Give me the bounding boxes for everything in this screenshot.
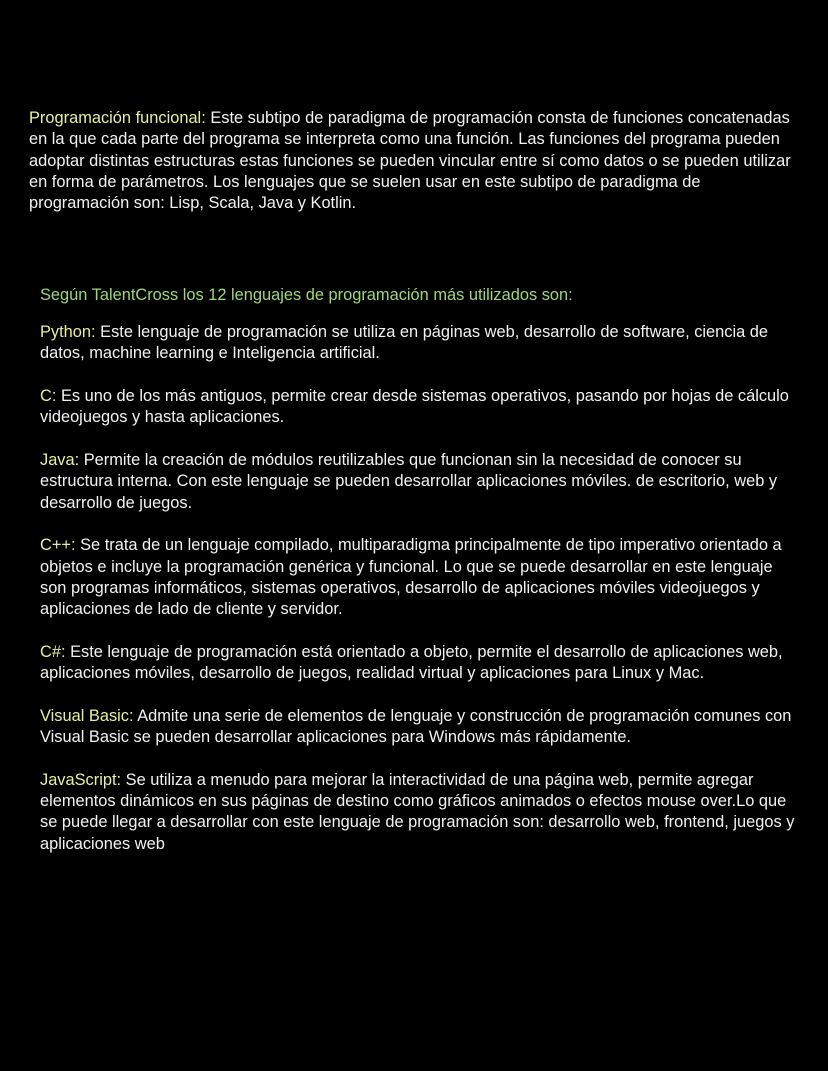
language-term: C:: [40, 386, 57, 405]
language-term: JavaScript:: [40, 770, 122, 789]
language-item-visual-basic: [40, 706, 800, 749]
intro-paragraph: [29, 108, 799, 214]
language-term: C#:: [40, 642, 66, 661]
language-term: Python:: [40, 323, 96, 341]
language-item-cpp: [40, 535, 800, 620]
language-description: Este lenguaje de programación se utiliza en páginas web, desarrollo de software, ciencia de datos, machine learning e Inteligencia artificial.: [40, 323, 769, 363]
language-item-javascript: [40, 770, 800, 855]
language-description: Permite la creación de módulos reutilizables que funcionan sin la necesidad de conocer su estructura interna. Con este lenguaje se pueden desarrollar aplicaciones móviles. de escritorio, web y desarrollo de juegos.: [40, 450, 778, 512]
intro-term: Programación funcional:: [29, 109, 206, 127]
language-description: Se utiliza a menudo para mejorar la interactividad de una página web, permite agregar elementos dinámicos en sus páginas de destino como gráficos animados o efectos mouse over.Lo que se puede llegar a desarrollar con este lenguaje de programación son: desarrollo web, frontend, juegos y aplicaciones web: [40, 770, 795, 853]
language-item-python: [40, 322, 800, 365]
section-heading: Según TalentCross los 12 lenguajes de programación más utilizados son:: [40, 286, 573, 304]
language-term: Visual Basic:: [40, 706, 134, 725]
language-description: Se trata de un lenguaje compilado, multiparadigma principalmente de tipo imperativo orientado a objetos e incluye la programación genérica y funcional. Lo que se puede desarrollar en este lenguaje son programas informáticos, sistemas operativos, desarrollo de aplicaciones móviles videojuegos y aplicaciones de lado de cliente y servidor.: [40, 536, 782, 619]
language-term: C++:: [40, 536, 76, 555]
language-item-java: [40, 450, 800, 514]
language-item-csharp: [40, 642, 800, 685]
language-item-c: [40, 386, 800, 429]
language-description: Este lenguaje de programación está orientado a objeto, permite el desarrollo de aplicaciones web, aplicaciones móviles, desarrollo de juegos, realidad virtual y aplicaciones para Linux y Mac.: [40, 642, 783, 683]
intro-text: Este subtipo de paradigma de programación consta de funciones concatenadas en la que cada parte del programa se interpreta como una función. Las funciones del programa pueden adoptar distintas estructuras estas funciones se pueden vincular entre sí como datos o se pueden utilizar en forma de parámetros. Los lenguajes que se suelen usar en este subtipo de paradigma de programación son: Lisp, Scala, Java y Kotlin.: [29, 109, 791, 213]
language-description: Es uno de los más antiguos, permite crear desde sistemas operativos, pasando por hojas de cálculo videojuegos y hasta aplicaciones.: [40, 386, 789, 427]
language-term: Java:: [40, 450, 80, 469]
language-list: [40, 322, 800, 876]
language-description: Admite una serie de elementos de lenguaje y construcción de programación comunes con Visual Basic se pueden desarrollar aplicaciones para Windows más rápidamente.: [40, 706, 792, 747]
